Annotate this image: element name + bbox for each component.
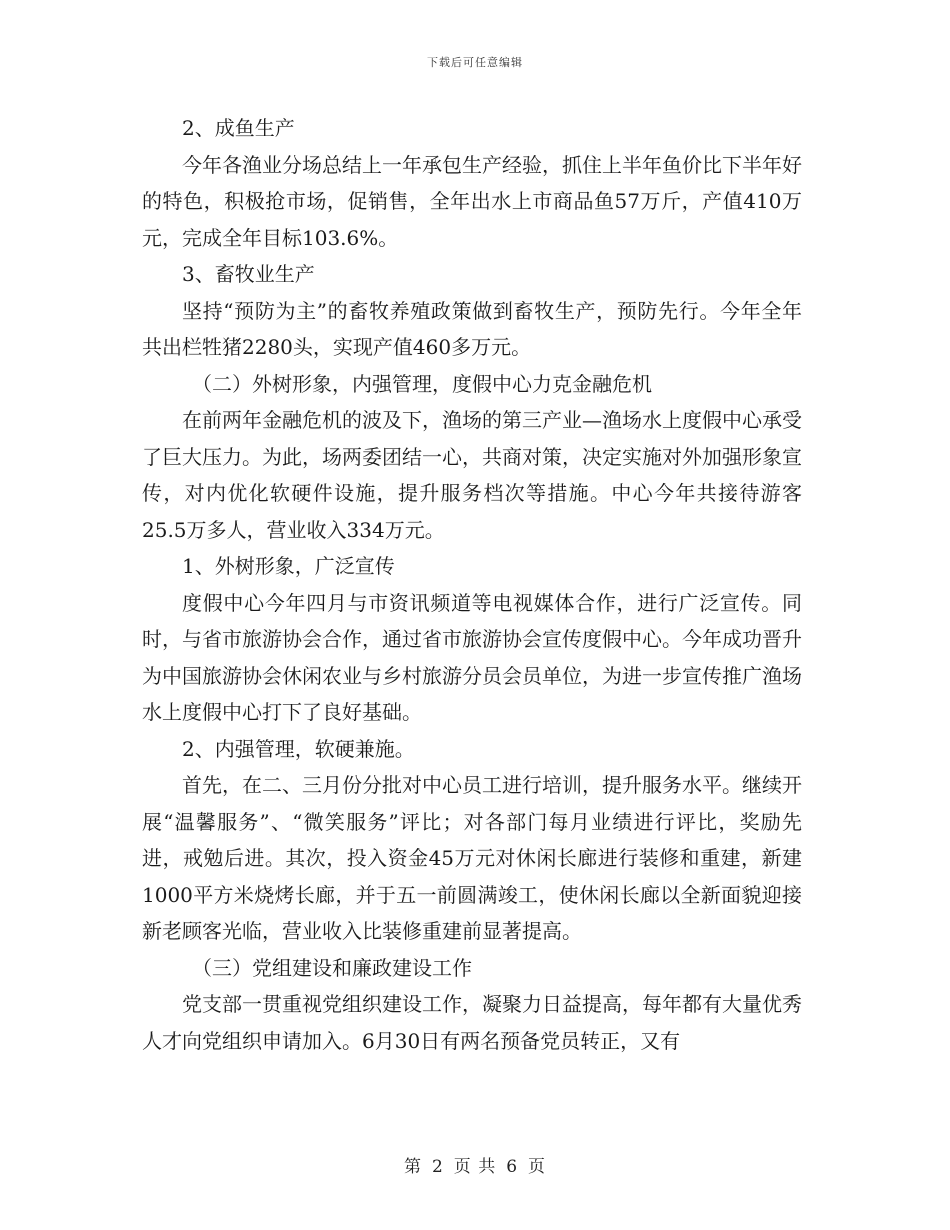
footer-prefix: 第 (403, 1157, 422, 1177)
page-footer (0, 1152, 950, 1177)
paragraph-resort-overview: 在前两年金融危机的波及下，渔场的第三产业—渔场水上度假中心承受了巨大压力。为此，场两委团结一心，共商对策，决定实施对外加强形象宣传，对内优化软硬件设施，提升服务档次等措施。中心今年共接待游客25.5万多人，营业收入334万元。 (142, 408, 802, 542)
paragraph-management: 首先，在二、三月份分批对中心员工进行培训，提升服务水平。继续开展“温馨服务”、“微笑服务”评比；对各部门每月业绩进行评比，奖励先进，戒勉后进。其次，投入资金45万元对休闲长廊进行装修和重建，新建1000平方米烧烤长廊，并于五一前圆满竣工，使休闲长廊以全新面貌迎接新老顾客光临，营业收入比装修重建前显著提高。 (142, 773, 802, 943)
page-header-note: 下载后可任意编辑 (427, 56, 523, 69)
section-heading-party: （三）党组建设和廉政建设工作 (192, 955, 472, 980)
subhead-adult-fish: 2、成鱼生产 (182, 116, 295, 140)
subhead-promotion: 1、外树形象，广泛宣传 (182, 554, 395, 578)
paragraph-adult-fish: 今年各渔业分场总结上一年承包生产经验，抓住上半年鱼价比下半年好的特色，积极抢市场，促销售，全年出水上市商品鱼57万斤，产值410万元，完成全年目标103.6%。 (142, 152, 802, 250)
footer-total-pages: 6 (506, 1157, 519, 1177)
paragraph-livestock: 坚持“预防为主”的畜牧养殖政策做到畜牧生产，预防先行。今年全年共出栏牲猪2280头，实现产值460多万元。 (142, 298, 802, 359)
footer-current-page: 2 (431, 1157, 444, 1177)
document-body (142, 110, 802, 1059)
paragraph-promotion: 度假中心今年四月与市资讯频道等电视媒体合作，进行广泛宣传。同时，与省市旅游协会合作，通过省市旅游协会宣传度假中心。今年成功晋升为中国旅游协会休闲农业与乡村旅游分员会员单位，为进一步宣传推广渔场水上度假中心打下了良好基础。 (142, 590, 802, 724)
subhead-management: 2、内强管理，软硬兼施。 (182, 736, 415, 761)
section-heading-resort: （二）外树形象，内强管理，度假中心力克金融危机 (192, 371, 652, 396)
subhead-livestock: 3、畜牧业生产 (182, 262, 315, 286)
paragraph-party: 党支部一贯重视党组织建设工作，凝聚力日益提高，每年都有大量优秀人才向党组织申请加入。6月30日有两名预备党员转正，又有 (142, 992, 802, 1053)
footer-suffix: 页 (528, 1157, 547, 1177)
footer-middle: 页 共 (453, 1157, 497, 1177)
